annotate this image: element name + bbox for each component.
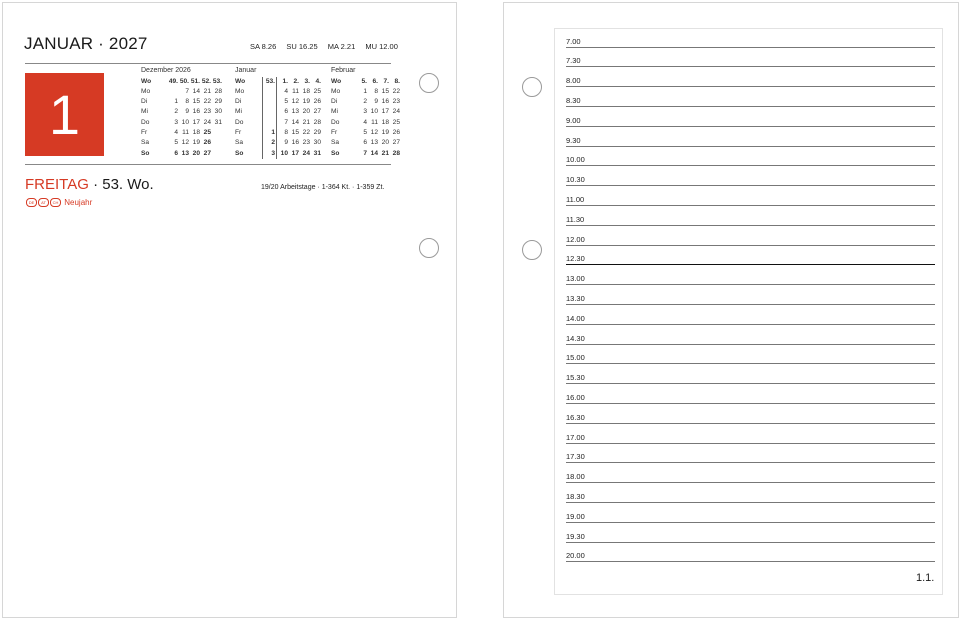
- weekday-label: Mo: [331, 87, 341, 95]
- weekday-row: [331, 97, 400, 107]
- weekday-label: Mi: [141, 108, 148, 116]
- weekday-row: [235, 118, 321, 128]
- weekday-row: [235, 87, 321, 97]
- weekday-label: Fr: [235, 128, 242, 136]
- time-slot[interactable]: [566, 87, 935, 107]
- calendar-cell: 15: [192, 98, 200, 106]
- time-label: 18.30: [566, 492, 585, 502]
- time-slot[interactable]: [566, 305, 935, 325]
- calendar-cell: 4: [363, 118, 367, 126]
- calendar-cell: 2.: [293, 77, 299, 85]
- calendar-cell: 2: [263, 138, 277, 148]
- calendar-cell: 49.: [168, 77, 178, 85]
- sun-moon-times: [250, 42, 406, 51]
- workdays-info: 19/20 Arbeitstage · 1-364 Kt. · 1-359 Zt.: [261, 184, 385, 191]
- calendar-cell: 5: [363, 128, 367, 136]
- weekday-label: Sa: [235, 139, 244, 147]
- weekday-row: [141, 107, 222, 117]
- calendar-cell: 7: [185, 87, 189, 95]
- time-slot[interactable]: [566, 503, 935, 523]
- calendar-cell: 15: [381, 87, 389, 95]
- time-label: 13.00: [566, 274, 585, 284]
- time-slot[interactable]: [566, 384, 935, 404]
- time-label: 8.30: [566, 96, 581, 106]
- calendar-cell: 11: [182, 128, 189, 136]
- time-label: 10.30: [566, 175, 585, 185]
- weekday-label: Wo: [235, 77, 246, 85]
- weekday-row: [141, 87, 222, 97]
- calendar-cell: [211, 149, 222, 159]
- calendar-cell: [167, 87, 178, 97]
- calendar-cell: 14: [291, 118, 299, 126]
- time-label: 14.00: [566, 313, 585, 323]
- calendar-cell: 20: [381, 139, 389, 147]
- calendar-cell: 23: [392, 98, 400, 106]
- day-number-box: 1: [25, 73, 104, 156]
- time-label: 16.30: [566, 412, 585, 422]
- time-label: 19.00: [566, 511, 585, 521]
- time-label: 7.00: [566, 36, 581, 46]
- calendar-cell: 1: [174, 98, 178, 106]
- time-label: 17.30: [566, 452, 585, 462]
- moonrise-time: MA 2.21: [327, 42, 356, 51]
- mini-calendar-december: [141, 66, 222, 159]
- time-slot[interactable]: [566, 48, 935, 68]
- calendar-cell: [263, 87, 277, 97]
- calendar-cell: [263, 97, 277, 107]
- weekday-label: Do: [141, 118, 150, 126]
- calendar-cell: 28: [392, 149, 400, 157]
- time-label: 18.00: [566, 472, 585, 482]
- calendar-cell: 2: [174, 108, 178, 116]
- weekday-row: [331, 87, 400, 97]
- calendar-cell: 53.: [212, 77, 222, 85]
- calendar-cell: 20: [192, 149, 200, 157]
- calendar-cell: 27: [392, 139, 400, 147]
- mini-calendar-february: [331, 66, 400, 159]
- calendar-cell: 7: [284, 118, 288, 126]
- calendar-cell: 14: [192, 87, 200, 95]
- calendar-cell: 7: [363, 149, 367, 157]
- punch-hole-icon: [419, 73, 439, 93]
- time-slot[interactable]: [566, 266, 935, 286]
- weekday-label: Di: [141, 98, 148, 106]
- weekday-label: Sa: [331, 139, 340, 147]
- calendar-cell: 21: [381, 149, 389, 157]
- calendar-cell: 53.: [263, 77, 277, 87]
- calendar-cell: 8: [185, 98, 189, 106]
- calendar-cell: 31: [214, 118, 222, 126]
- calendar-cell: 5: [174, 139, 178, 147]
- calendar-cell: 18: [381, 118, 389, 126]
- calendar-cell: 11: [371, 118, 378, 126]
- holiday-line: [26, 198, 92, 207]
- calendar-cell: 5: [284, 98, 288, 106]
- time-slot[interactable]: [566, 206, 935, 226]
- calendar-cell: 16: [381, 98, 389, 106]
- calendar-cell: 13: [291, 108, 299, 116]
- weekday-label: Fr: [331, 128, 338, 136]
- weekday-row: [141, 118, 222, 128]
- calendar-cell: 25: [203, 128, 211, 136]
- calendar-cell: 3: [174, 118, 178, 126]
- week-number: · 53. Wo.: [93, 176, 154, 193]
- time-label: 13.30: [566, 294, 585, 304]
- time-label: 19.30: [566, 531, 585, 541]
- calendar-divider: [25, 164, 391, 165]
- calendar-cell: 6.: [372, 77, 378, 85]
- calendar-cell: 10: [181, 118, 189, 126]
- header-divider: [25, 63, 391, 64]
- weekday-label: Do: [235, 118, 244, 126]
- moonset-time: MU 12.00: [365, 42, 398, 51]
- calendar-cell: 23: [302, 139, 310, 147]
- calendar-cell: 27: [313, 108, 321, 116]
- weekday-label: Mo: [235, 87, 245, 95]
- time-label: 7.30: [566, 56, 581, 66]
- calendar-cell: 30: [313, 139, 321, 147]
- weekday-row: [235, 149, 321, 159]
- weekday-label: Mi: [235, 108, 242, 116]
- calendar-cell: 18: [302, 87, 310, 95]
- calendar-cell: [263, 107, 277, 117]
- calendar-cell: 16: [291, 139, 299, 147]
- calendar-cell: 20: [302, 108, 310, 116]
- weekday-row: [141, 97, 222, 107]
- calendar-cell: 6: [284, 108, 288, 116]
- time-label: 9.00: [566, 115, 581, 125]
- calendar-cell: 24: [302, 149, 310, 157]
- time-slot[interactable]: [566, 464, 935, 484]
- calendar-cell: 30: [214, 108, 222, 116]
- mini-calendar-title: Januar: [235, 67, 257, 74]
- time-slot[interactable]: [566, 523, 935, 543]
- calendar-cell: 13: [370, 139, 378, 147]
- calendar-cell: 3: [263, 149, 277, 159]
- weekday-label: Di: [331, 98, 338, 106]
- calendar-cell: 24: [203, 118, 211, 126]
- weekday-label: Mi: [331, 108, 338, 116]
- calendar-cell: 10: [280, 149, 288, 157]
- calendar-cell: 23: [203, 108, 211, 116]
- time-slot[interactable]: [566, 285, 935, 305]
- weekday-row: [331, 118, 400, 128]
- time-slot[interactable]: [566, 483, 935, 503]
- region-de-icon: DE: [26, 198, 37, 207]
- time-label: 12.30: [566, 254, 585, 264]
- time-slot[interactable]: [566, 147, 935, 167]
- calendar-cell: 3.: [304, 77, 310, 85]
- time-label: 20.00: [566, 551, 585, 561]
- time-slot[interactable]: [566, 345, 935, 365]
- weekday-row: [331, 107, 400, 117]
- page-number: 1.1.: [916, 572, 935, 584]
- time-slot[interactable]: [566, 28, 935, 48]
- calendar-cell: 17: [381, 108, 389, 116]
- weekday-label: Do: [331, 118, 340, 126]
- calendar-cell: 1: [263, 128, 277, 138]
- weekday-label: So: [141, 149, 150, 157]
- calendar-cell: 4: [284, 87, 288, 95]
- calendar-cell: 10: [370, 108, 378, 116]
- weekday-row: [235, 97, 321, 107]
- punch-hole-icon: [522, 77, 542, 97]
- calendar-cell: 11: [292, 87, 299, 95]
- weekday-heading: [25, 176, 154, 193]
- calendar-cell: 19: [302, 98, 310, 106]
- time-slot[interactable]: [566, 127, 935, 147]
- calendar-cell: 27: [203, 149, 211, 157]
- punch-hole-icon: [419, 238, 439, 258]
- weekday-label: Wo: [141, 77, 152, 85]
- week-header-row: [235, 77, 321, 87]
- calendar-cell: 8: [374, 87, 378, 95]
- mini-calendar-january: [235, 66, 321, 159]
- calendar-cell: 19: [381, 128, 389, 136]
- calendar-cell: 21: [203, 87, 211, 95]
- time-label: 10.00: [566, 155, 585, 165]
- calendar-cell: 9: [284, 139, 288, 147]
- calendar-cell: 52.: [201, 77, 211, 85]
- calendar-cell: 9: [374, 98, 378, 106]
- week-header-row: [141, 77, 222, 87]
- calendar-cell: 6: [363, 139, 367, 147]
- calendar-cell: 5.: [361, 77, 367, 85]
- calendar-cell: 24: [392, 108, 400, 116]
- calendar-cell: 26: [313, 98, 321, 106]
- calendar-cell: 1: [363, 87, 367, 95]
- week-header-row: [331, 77, 400, 87]
- time-slot[interactable]: [566, 107, 935, 127]
- calendar-cell: 22: [203, 98, 211, 106]
- calendar-cell: 21: [302, 118, 310, 126]
- time-slot[interactable]: [566, 365, 935, 385]
- calendar-cell: 29: [313, 128, 321, 136]
- region-at-icon: AT: [38, 198, 49, 207]
- calendar-cell: 12: [181, 139, 189, 147]
- calendar-cell: 16: [192, 108, 200, 116]
- time-label: 14.30: [566, 333, 585, 343]
- calendar-cell: 26: [392, 128, 400, 136]
- calendar-cell: 28: [313, 118, 321, 126]
- calendar-cell: 13: [181, 149, 189, 157]
- weekday-label: So: [235, 149, 244, 157]
- calendar-cell: 4.: [315, 77, 321, 85]
- mini-calendar-title: Dezember 2026: [141, 67, 191, 74]
- calendar-cell: 17: [291, 149, 299, 157]
- time-slot[interactable]: [566, 246, 935, 266]
- time-slot[interactable]: [566, 543, 935, 563]
- weekday-label: Fr: [141, 128, 148, 136]
- punch-hole-icon: [522, 240, 542, 260]
- calendar-cell: 50.: [179, 77, 189, 85]
- time-label: 17.00: [566, 432, 585, 442]
- weekday-name: FREITAG: [25, 176, 89, 193]
- weekday-row: [235, 107, 321, 117]
- calendar-cell: [211, 138, 222, 148]
- time-label: 16.00: [566, 393, 585, 403]
- weekday-row: [235, 138, 321, 148]
- time-label: 15.30: [566, 373, 585, 383]
- time-label: 11.30: [566, 214, 585, 224]
- calendar-cell: 9: [185, 108, 189, 116]
- month-year-title: JANUAR · 2027: [24, 34, 148, 53]
- weekday-row: [235, 128, 321, 138]
- weekday-label: Di: [235, 98, 242, 106]
- time-slot[interactable]: [566, 444, 935, 464]
- time-slot[interactable]: [566, 68, 935, 88]
- calendar-cell: 18: [192, 128, 200, 136]
- mini-calendar-title: Februar: [331, 67, 356, 74]
- time-label: 12.00: [566, 234, 585, 244]
- calendar-cell: 25: [313, 87, 321, 95]
- time-label: 9.30: [566, 135, 581, 145]
- time-label: 15.00: [566, 353, 585, 363]
- sunset-time: SU 16.25: [286, 42, 318, 51]
- calendar-cell: 22: [302, 128, 310, 136]
- time-slot[interactable]: [566, 167, 935, 187]
- weekday-row: [331, 149, 400, 159]
- calendar-cell: 3: [363, 108, 367, 116]
- calendar-cell: 14: [370, 149, 378, 157]
- time-slot[interactable]: [566, 226, 935, 246]
- weekday-row: [141, 138, 222, 148]
- weekday-row: [141, 128, 222, 138]
- calendar-cell: 28: [214, 87, 222, 95]
- weekday-row: [141, 149, 222, 159]
- calendar-cell: 8.: [394, 77, 400, 85]
- holiday-name: Neujahr: [64, 198, 93, 207]
- calendar-cell: 2: [363, 98, 367, 106]
- calendar-cell: 12: [370, 128, 378, 136]
- calendar-cell: 17: [192, 118, 200, 126]
- sunrise-time: SA 8.26: [250, 42, 277, 51]
- calendar-cell: 7.: [383, 77, 389, 85]
- calendar-cell: 4: [174, 128, 178, 136]
- region-ch-icon: CH: [50, 198, 61, 207]
- calendar-cell: 6: [174, 149, 178, 157]
- calendar-cell: 26: [203, 139, 211, 147]
- calendar-cell: 29: [214, 98, 222, 106]
- calendar-cell: 12: [291, 98, 299, 106]
- weekday-label: Mo: [141, 87, 151, 95]
- calendar-cell: 1.: [282, 77, 288, 85]
- time-slot[interactable]: [566, 325, 935, 345]
- calendar-cell: 51.: [190, 77, 200, 85]
- time-slot[interactable]: [566, 404, 935, 424]
- calendar-cell: 22: [392, 87, 400, 95]
- time-label: 8.00: [566, 76, 581, 86]
- time-slot[interactable]: [566, 424, 935, 444]
- calendar-cell: 31: [313, 149, 321, 157]
- calendar-cell: 8: [284, 128, 288, 136]
- calendar-cell: [211, 128, 222, 138]
- weekday-label: So: [331, 149, 340, 157]
- time-slot[interactable]: [566, 186, 935, 206]
- weekday-row: [331, 128, 400, 138]
- weekday-label: Sa: [141, 139, 150, 147]
- calendar-cell: 15: [291, 128, 299, 136]
- weekday-row: [331, 138, 400, 148]
- calendar-cell: 19: [192, 139, 200, 147]
- calendar-cell: 25: [392, 118, 400, 126]
- weekday-label: Wo: [331, 77, 342, 85]
- calendar-cell: [263, 118, 277, 128]
- time-label: 11.00: [566, 195, 585, 205]
